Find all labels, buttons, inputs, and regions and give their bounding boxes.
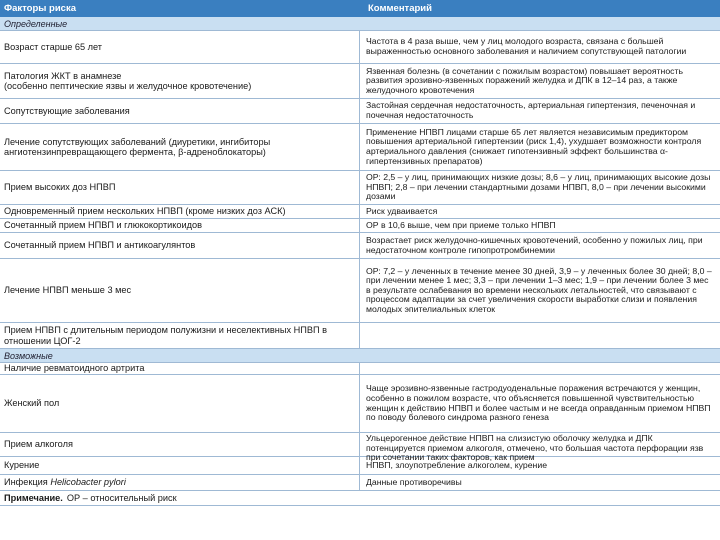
table-row — [0, 124, 720, 171]
comment-cell — [360, 363, 720, 374]
table-note — [0, 491, 720, 506]
factor-cell: Прием НПВП с длительным периодом полужизни и неселективных НПВП в отношении ЦОГ-2 — [0, 323, 360, 348]
comment-cell: Риск удваивается — [366, 205, 438, 216]
comment-cell: Частота в 4 раза выше, чем у лиц молодого возраста, связана с большей выраженностью основного заболевания и наличием сопутствующей патологии — [366, 36, 687, 56]
table-row — [0, 171, 720, 205]
table-header — [0, 0, 720, 17]
table-row — [0, 233, 720, 259]
table-row — [0, 475, 720, 491]
header-factors: Факторы риска — [4, 3, 76, 14]
note-label: Примечание. — [4, 493, 63, 503]
table-row — [0, 64, 720, 99]
factor-italic: Helicobacter pylori — [50, 477, 126, 488]
factor-cell: Сочетанный прием НПВП и глюкокортикоидов — [0, 219, 360, 232]
factor-cell — [0, 475, 360, 490]
comment-cell: ОР: 7,2 – у леченных в течение менее 30 дней, 3,9 – у леченных более 30 дней; 8,0 – при лечении менее 1 мес; 3,3 – при лечении 1–3 мес; 1,9 – при лечении более 3 мес в результате ослабевания во времени нескольких летальностей, что связывают с процессом адаптации за счет увеличения скорости выработки слизи и появления молодых эпителиальных клеток — [366, 265, 712, 314]
table-row — [0, 31, 720, 64]
factor-prefix: Инфекция — [4, 477, 48, 488]
table-row — [0, 375, 720, 433]
table-row — [0, 433, 720, 463]
table-row — [0, 205, 720, 219]
header-comment: Комментарий — [368, 3, 432, 14]
comment-cell: ОР в 10,6 выше, чем при приеме только НПВП — [366, 219, 556, 230]
table-row — [0, 99, 720, 124]
factor-cell: Одновременный прием нескольких НПВП (кроме низких доз АСК) — [0, 205, 360, 218]
comment-cell: ОР: 2,5 – у лиц, принимающих низкие дозы; 8,6 – у лиц, принимающих высокие дозы НПВП; 2,8 – при лечении стандартными дозами НПВП, 8,0 – при лечении высокими дозами — [366, 172, 711, 202]
factor-cell: Лечение сопутствующих заболеваний (диуретики, ингибиторы ангиотензинпревращающего фермента, β-адреноблокаторы) — [0, 124, 360, 170]
table-row — [0, 323, 720, 349]
factor-cell: Сочетанный прием НПВП и антикоагулянтов — [0, 233, 360, 258]
comment-cell: Применение НПВП лицами старше 65 лет является независимым предиктором повышения артериальной гипертензии (риск 1,4), ухудшает возможности контроля артериального давления (снижает гипотензивный эффект большинства α-гипертензивных препаратов) — [366, 126, 702, 166]
table-row — [0, 259, 720, 323]
table-row — [0, 363, 720, 375]
section-definite: Определенные — [0, 17, 720, 31]
comment-cell: Чаще эрозивно-язвенные гастродуоденальные поражения встречаются у женщин, особенно в пожилом возрасте, что объясняется повышенной чувствительностью женщин к действию НПВП и более частым и не всегда оправданным приемом НПВП по поводу болевого синдрома разного генеза — [366, 383, 711, 423]
comment-cell — [360, 323, 720, 348]
factor-cell: Прием высоких доз НПВП — [0, 171, 360, 204]
comment-cell: Застойная сердечная недостаточность, артериальная гипертензия, печеночная и почечная недостаточность — [366, 100, 696, 120]
factor-cell: Лечение НПВП меньше 3 мес — [0, 259, 360, 322]
factor-cell: Прием алкоголя — [0, 433, 360, 456]
comment-cell: НПВП, злоупотребление алкоголем, курение — [366, 459, 548, 470]
factor-cell: Патология ЖКТ в анамнезе (особенно пептические язвы и желудочное кровотечение) — [0, 64, 360, 98]
factor-cell: Курение — [0, 457, 360, 474]
factor-cell: Женский пол — [0, 375, 360, 432]
factor-cell: Возраст старше 65 лет — [0, 31, 360, 63]
factor-cell: Наличие ревматоидного артрита — [0, 363, 360, 374]
table-row — [0, 219, 720, 233]
table-row — [0, 457, 720, 475]
note-text: ОР – относительный риск — [66, 493, 177, 503]
section-possible: Возможные — [0, 349, 720, 363]
comment-cell: Язвенная болезнь (в сочетании с пожилым возрастом) повышает вероятность развития эрозивно-язвенных поражений желудка и ДПК в 12–14 раз, а также желудочного кровотечения — [366, 65, 683, 95]
comment-cell: Данные противоречивы — [366, 476, 462, 487]
comment-cell: Ульцерогенное действие НПВП на слизистую оболочку желудка и ДПК потенцируется приемом алкоголя, отмечено, что большая частота перфорации язв при сочетании таких факторов, как прием — [366, 433, 704, 463]
comment-cell: Возрастает риск желудочно-кишечных кровотечений, особенно у пожилых лиц, при недостаточном контроле гипопротромбинемии — [366, 234, 703, 255]
factor-cell: Сопутствующие заболевания — [0, 99, 360, 123]
